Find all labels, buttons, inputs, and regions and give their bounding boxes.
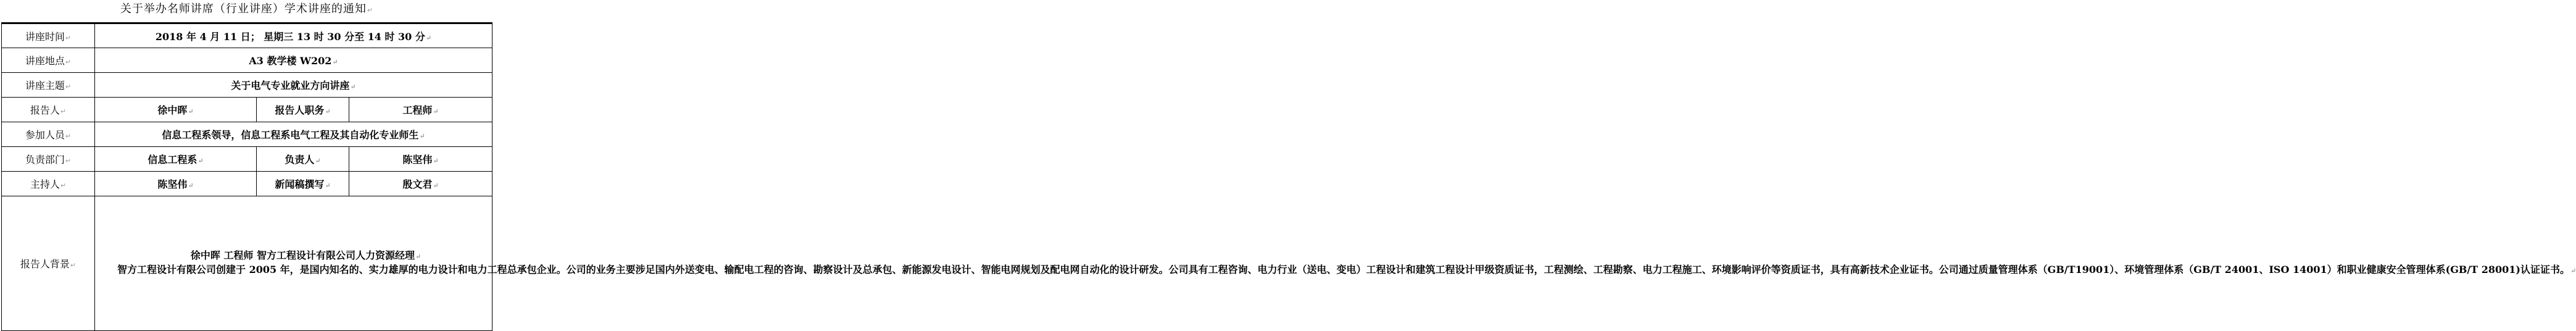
value-place: A3 教学楼 W202↵	[95, 48, 492, 73]
row-place	[2, 48, 492, 73]
row-dept	[2, 147, 492, 172]
value-speaker: 徐中晖↵	[95, 98, 257, 122]
row-host	[2, 172, 492, 196]
label-topic: 讲座主题↵	[2, 73, 95, 98]
row-topic	[2, 73, 492, 98]
value-speaker-title: 工程师↵	[349, 98, 492, 122]
label-host: 主持人↵	[2, 172, 95, 196]
value-background	[95, 196, 2576, 331]
label-speaker-title: 报告人职务↵	[257, 98, 349, 122]
label-attendees: 参加人员↵	[2, 122, 95, 147]
label-dept-lead: 负责人↵	[257, 147, 349, 172]
value-time: 2018 年 4 月 11 日； 星期三 13 时 30 分至 14 时 30 分↵	[95, 23, 492, 48]
label-press-writer: 新闻稿撰写↵	[257, 172, 349, 196]
label-time: 讲座时间↵	[2, 23, 95, 48]
value-dept-lead: 陈坚伟↵	[349, 147, 492, 172]
label-speaker: 报告人↵	[2, 98, 95, 122]
label-place: 讲座地点↵	[2, 48, 95, 73]
value-dept: 信息工程系↵	[95, 147, 257, 172]
paragraph-mark: ↵	[367, 6, 374, 14]
label-background: 报告人背景↵	[2, 196, 95, 331]
row-attendees	[2, 122, 492, 147]
document-title	[0, 2, 494, 18]
row-speaker	[2, 98, 492, 122]
value-host: 陈坚伟↵	[95, 172, 257, 196]
value-topic: 关于电气专业就业方向讲座↵	[95, 73, 492, 98]
value-press-writer: 殷文君↵	[349, 172, 492, 196]
row-background	[2, 196, 492, 331]
background-body: 智方工程设计有限公司创建于 2005 年，是国内知名的、实力雄厚的电力设计和电力工程总承包企业。公司的业务主要涉足国内外送变电、输配电工程的咨询、勘察设计及总承包、新能源发电设计、智能电网规划及配电网自动化的设计研发。公司具有工程咨询、电力行业（送电、变电）工程设计和建筑工程设计甲级资质证书，工程测绘、工程勘察、电力工程施工、环境影响评价等资质证书，具有高新技术企业证书。公司通过质量管理体系（GB/T19001）、环境管理体系（GB/T 24001、ISO 14001）和职业健康安全管理体系(GB/T 28001)认证证书。↵	[117, 263, 2576, 275]
lecture-notice-table	[1, 22, 2576, 331]
background-heading: 徐中晖 工程师 智方工程设计有限公司人力资源经理↵	[190, 249, 422, 261]
label-dept: 负责部门↵	[2, 147, 95, 172]
title-text: 关于举办名师讲席（行业讲座）学术讲座的通知	[120, 2, 367, 15]
value-attendees: 信息工程系领导，信息工程系电气工程及其自动化专业师生↵	[95, 122, 492, 147]
row-time	[2, 23, 492, 48]
